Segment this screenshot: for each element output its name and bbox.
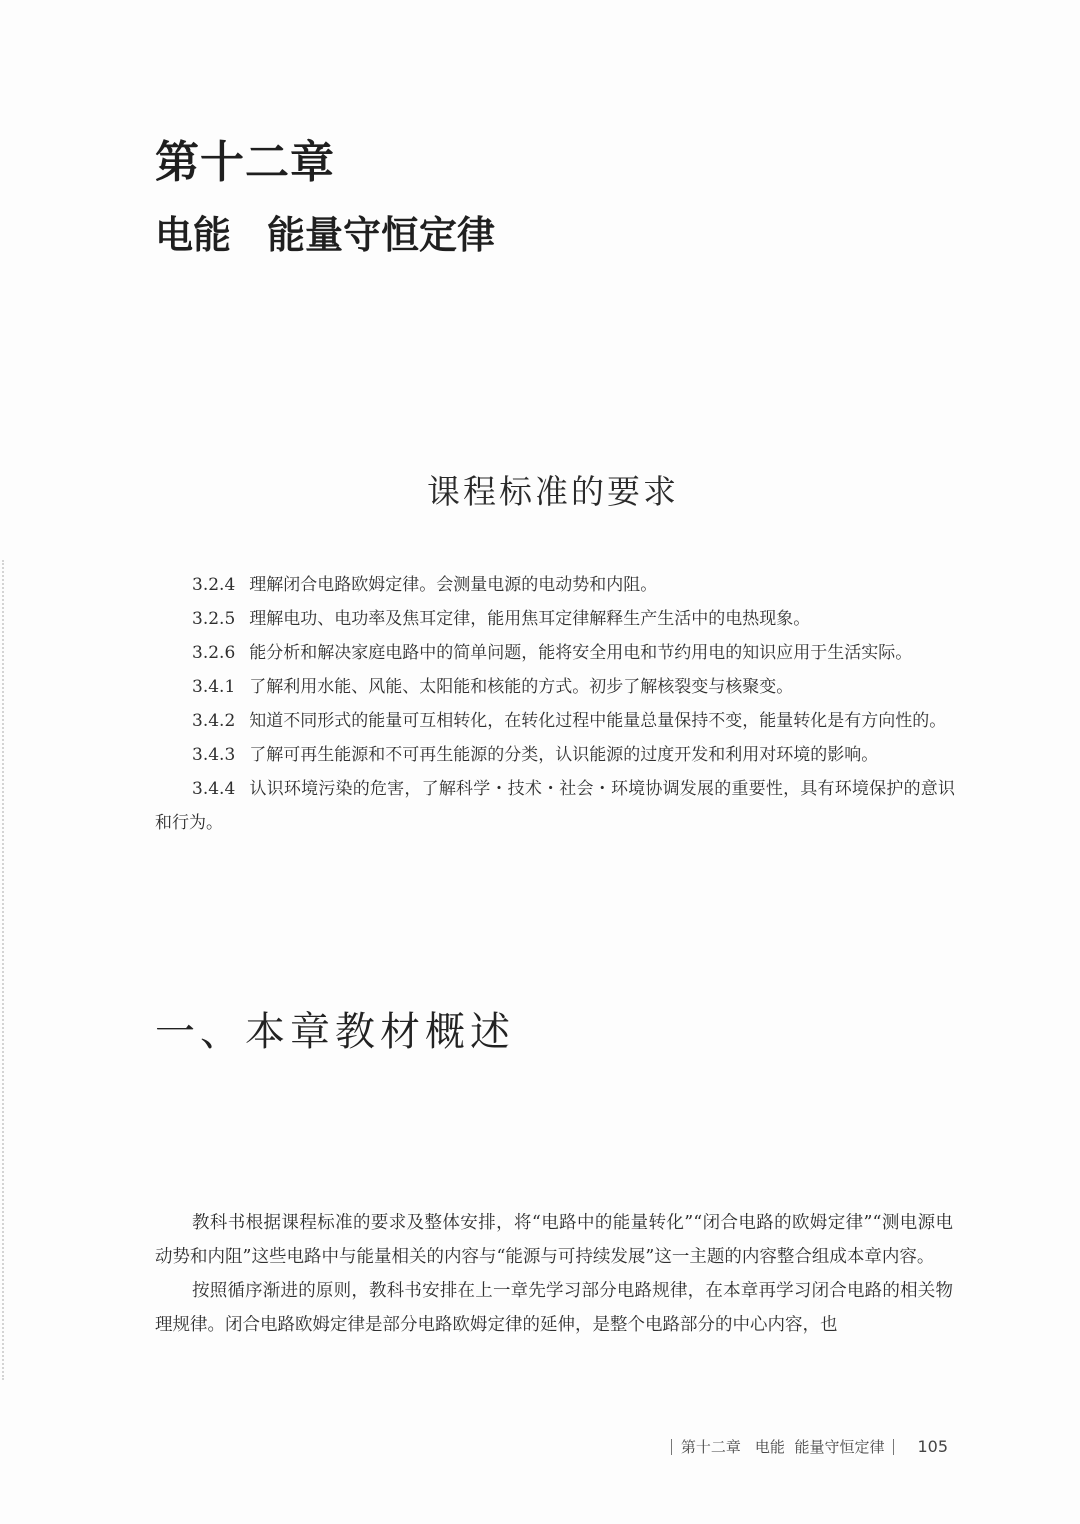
section-body — [155, 1206, 953, 1342]
curriculum-item-text: 理解电功、电功率及焦耳定律，能用焦耳定律解释生产生活中的电热现象。 — [249, 609, 811, 629]
page-edge-divider — [2, 560, 7, 1380]
footer-chapter: 第十二章 — [680, 1438, 741, 1456]
chapter-title-part2: 能量守恒定律 — [267, 212, 496, 257]
curriculum-item — [155, 602, 955, 636]
curriculum-heading: 课程标准的要求 — [427, 472, 679, 511]
section-heading: 一、本章教材概述 — [155, 1009, 515, 1055]
footer-divider — [671, 1439, 672, 1455]
curriculum-item-code: 3.4.2 — [192, 711, 236, 731]
curriculum-item-code: 3.4.4 — [192, 779, 236, 799]
curriculum-item-text: 知道不同形式的能量可互相转化，在转化过程中能量总量保持不变，能量转化是有方向性的。 — [249, 711, 947, 731]
curriculum-item — [155, 738, 955, 772]
body-paragraph: 教科书根据课程标准的要求及整体安排，将“电路中的能量转化”“闭合电路的欧姆定律”“测电源电动势和内阻”这些电路中与能量相关的内容与“能源与可持续发展”这一主题的内容整合组成本章内容。 — [155, 1213, 953, 1267]
curriculum-list — [155, 568, 955, 840]
curriculum-item-text: 认识环境污染的危害，了解科学・技术・社会・环境协调发展的重要性，具有环境保护的意识和行为。 — [155, 779, 955, 833]
curriculum-item-code: 3.2.4 — [192, 575, 236, 595]
footer-divider — [893, 1439, 894, 1455]
curriculum-item-code: 3.2.6 — [192, 643, 236, 663]
page-number: 105 — [917, 1437, 948, 1456]
running-footer — [662, 1436, 948, 1457]
curriculum-item — [155, 772, 955, 840]
curriculum-item — [155, 568, 955, 602]
curriculum-item — [155, 636, 955, 670]
curriculum-item-code: 3.4.3 — [192, 745, 236, 765]
footer-title: 电能 能量守恒定律 — [754, 1438, 885, 1456]
chapter-number: 第十二章 — [155, 137, 335, 188]
curriculum-item — [155, 704, 955, 738]
curriculum-item-code: 3.2.5 — [192, 609, 236, 629]
chapter-title — [155, 204, 495, 259]
curriculum-item-text: 能分析和解决家庭电路中的简单问题，能将安全用电和节约用电的知识应用于生活实际。 — [249, 643, 913, 663]
curriculum-item-code: 3.4.1 — [192, 677, 236, 697]
curriculum-item-text: 理解闭合电路欧姆定律。会测量电源的电动势和内阻。 — [249, 575, 658, 595]
body-paragraph: 按照循序渐进的原则，教科书安排在上一章先学习部分电路规律，在本章再学习闭合电路的相关物理规律。闭合电路欧姆定律是部分电路欧姆定律的延伸，是整个电路部分的中心内容，也 — [155, 1281, 953, 1335]
curriculum-item-text: 了解利用水能、风能、太阳能和核能的方式。初步了解核裂变与核聚变。 — [249, 677, 794, 697]
curriculum-item — [155, 670, 955, 704]
curriculum-item-text: 了解可再生能源和不可再生能源的分类，认识能源的过度开发和利用对环境的影响。 — [249, 745, 879, 765]
chapter-title-part1: 电能 — [155, 212, 232, 257]
